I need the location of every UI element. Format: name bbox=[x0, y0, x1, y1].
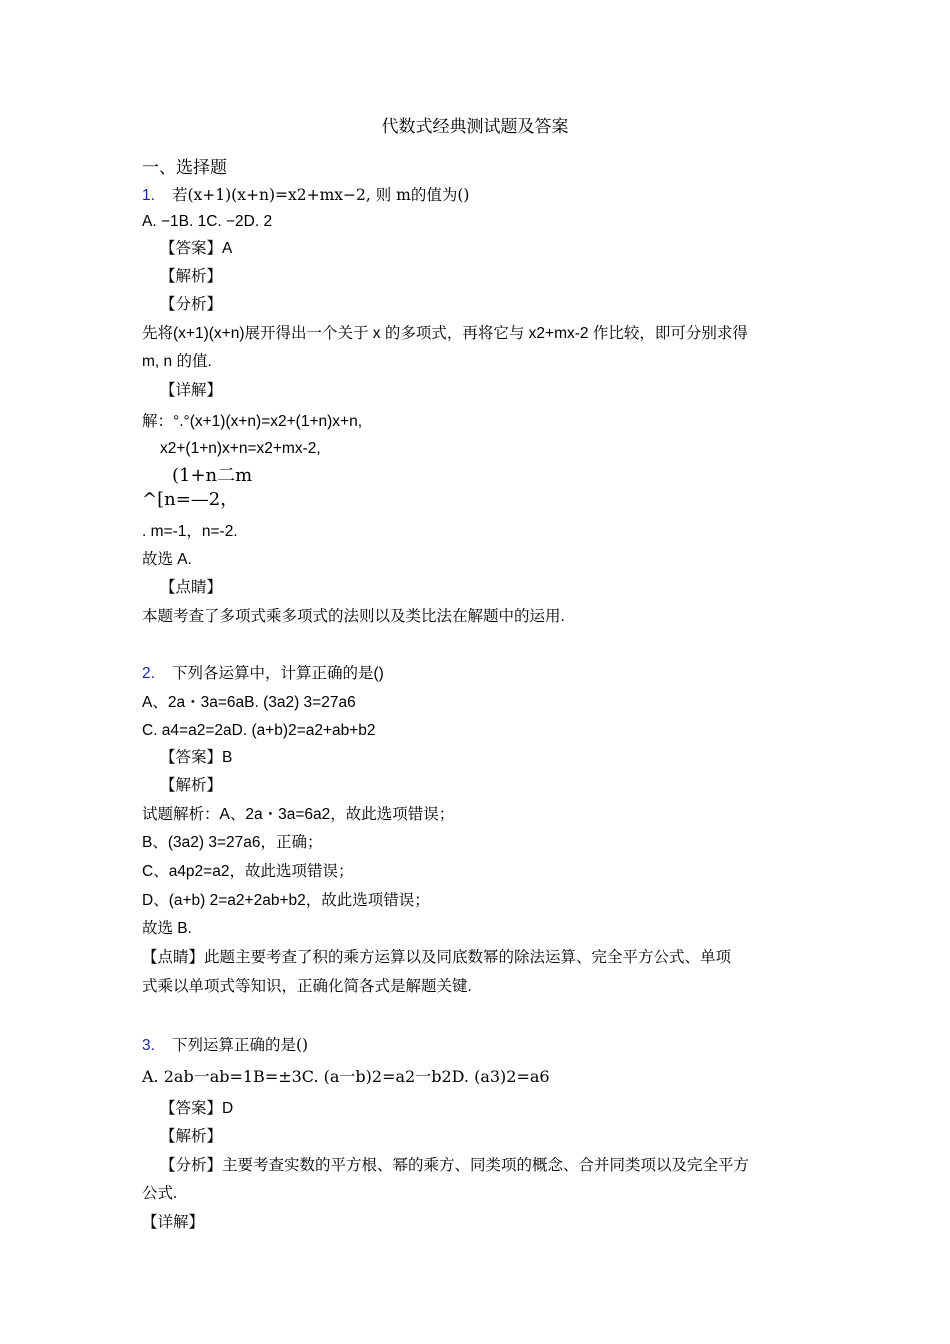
question-2-answer: 【答案】B bbox=[160, 749, 233, 766]
question-2-dianjing-line-2: 式乘以单项式等知识，正确化简各式是解题关键. bbox=[142, 978, 472, 995]
question-3-answer: 【答案】D bbox=[160, 1100, 234, 1117]
question-2-number: 2. bbox=[142, 665, 155, 682]
question-1-solution-line-5: . m=-1，n=-2. bbox=[142, 523, 238, 540]
question-2-solution-line-1: 试题解析：A、2a・3a=6a2，故此选项错误； bbox=[142, 806, 455, 823]
question-1-solution-line-2: x2+(1+n)x+n=x2+mx-2, bbox=[160, 440, 321, 457]
section-heading: 一、选择题 bbox=[142, 158, 227, 178]
question-3-options: A. 2ab一ab=1B=±3C. (a一b)2=a2一b2D. (a3)2=a6 bbox=[142, 1067, 550, 1086]
question-3-fenxi-line-1: 【分析】主要考查实数的平方根、幂的乘方、同类项的概念、合并同类项以及完全平方 bbox=[160, 1157, 750, 1174]
question-1-dianjing-label: 【点睛】 bbox=[160, 579, 223, 596]
question-1-fenxi-line-1: 先将(x+1)(x+n)展开得出一个关于 x 的多项式，再将它与 x2+mx-2 作比较，即可分别求得 bbox=[142, 325, 748, 342]
question-3-fenxi-line-2: 公式. bbox=[142, 1185, 178, 1202]
question-3-stem bbox=[142, 1034, 308, 1057]
question-2-options-line-1: A、2a・3a=6aB. (3a2) 3=27a6 bbox=[142, 694, 356, 711]
question-1-answer: 【答案】A bbox=[160, 240, 233, 257]
question-1-stem bbox=[142, 184, 469, 207]
question-1-number: 1. bbox=[142, 187, 155, 204]
question-3-detail-label: 【详解】 bbox=[142, 1214, 205, 1231]
question-1-text: 若(x+1)(x+n)=x2+mx−2, 则 m的值为() bbox=[172, 186, 470, 204]
question-2-options-line-2: C. a4=a2=2aD. (a+b)2=a2+ab+b2 bbox=[142, 722, 376, 739]
question-3-text: 下列运算正确的是() bbox=[172, 1036, 309, 1054]
question-1-fenxi-label: 【分析】 bbox=[160, 296, 223, 313]
question-1-dianjing-text: 本题考查了多项式乘多项式的法则以及类比法在解题中的运用. bbox=[142, 608, 565, 625]
question-1-options: A. −1B. 1C. −2D. 2 bbox=[142, 213, 273, 230]
question-2-solution-line-3: C、a4p2=a2，故此选项错误； bbox=[142, 863, 354, 880]
question-1-solution-line-4: ^[n=—2， bbox=[142, 489, 239, 510]
question-2-solution-line-4: D、(a+b) 2=a2+2ab+b2，故此选项错误； bbox=[142, 892, 430, 909]
question-2-solution-line-2: B、(3a2) 3=27a6，正确； bbox=[142, 834, 323, 851]
question-3-analysis-label: 【解析】 bbox=[160, 1128, 223, 1145]
question-1-solution-line-1: 解：°.°(x+1)(x+n)=x2+(1+n)x+n, bbox=[142, 413, 363, 430]
question-2-stem bbox=[142, 663, 384, 685]
question-1-solution-line-3: (1+n二m bbox=[172, 465, 253, 486]
question-2-analysis-label: 【解析】 bbox=[160, 777, 223, 794]
question-1-fenxi-line-2: m, n 的值. bbox=[142, 353, 212, 370]
question-1-solution-line-6: 故选 A. bbox=[142, 551, 192, 568]
question-2-dianjing-line-1: 【点睛】此题主要考查了积的乘方运算以及同底数幂的除法运算、完全平方公式、单项 bbox=[142, 949, 732, 966]
question-3-number: 3. bbox=[142, 1037, 155, 1054]
question-1-analysis-label: 【解析】 bbox=[160, 268, 223, 285]
document-title: 代数式经典测试题及答案 bbox=[381, 117, 569, 137]
question-2-solution-line-5: 故选 B. bbox=[142, 920, 192, 937]
question-1-detail-label: 【详解】 bbox=[160, 382, 223, 399]
question-2-text: 下列各运算中，计算正确的是() bbox=[172, 665, 384, 682]
